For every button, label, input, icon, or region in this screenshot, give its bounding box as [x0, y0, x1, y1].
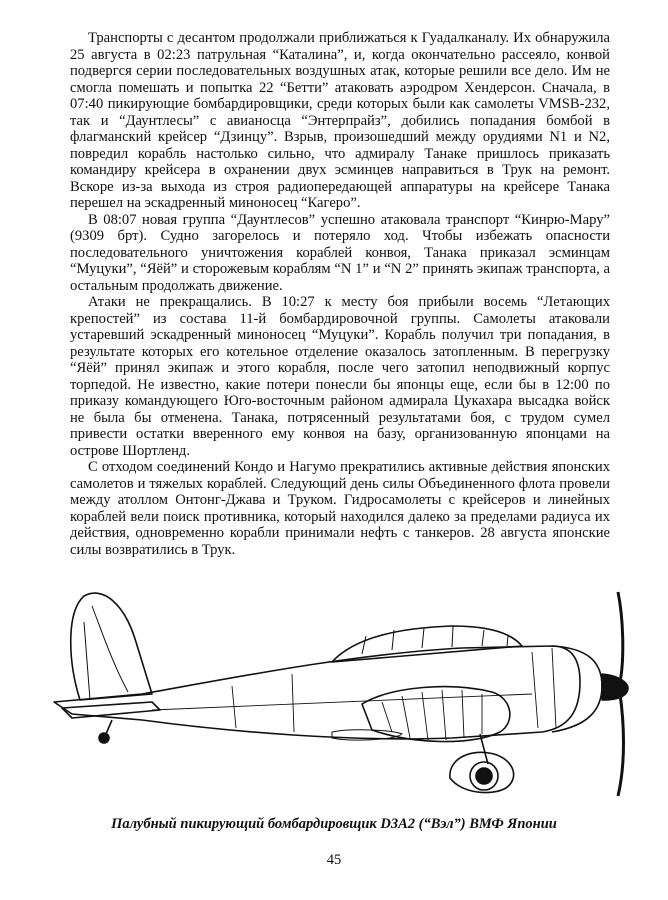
horizontal-stabilizer	[62, 702, 160, 718]
paragraph-3: Атаки не прекращались. В 10:27 к месту боя прибыли восемь “Летающих крепостей” из состава 11-й бомбардировочной группы. Самолеты атаковали устаревший эскадренный миноносец “Муцуки”. Корабль получил три попадания, в результате которых его котельное отделение оказалось затопленным. В перегрузку “Яёй” принял экипаж и этого корабля, после чего затопил неподвижный корпус торпедой. Не известно, какие потери понесли бы японцы еще, если бы в 12:00 по приказу командующего Юго-восточным районом адмирала Цукахара высадка войск не была бы отменена. Танака, потрясенный результатами боя, с трудом сумел привести остатки вверенного ему конвоя на базу, организованную японцами на острове Шортленд.	[70, 294, 610, 459]
paragraph-4: С отходом соединений Кондо и Нагумо прекратились активные действия японских самолетов и тяжелых кораблей. Следующий день силы Объединенного флота провели между атоллом Онтонг-Джава и Труком. Гидросамолеты с крейсеров и линейных кораблей вели поиск противника, который находился далеко за пределами радиуса их действия, одновременно корабли принимали нефть с танкеров. 28 августа японские силы возвратились в Трук.	[70, 459, 610, 558]
page-number: 45	[326, 852, 342, 868]
article-text	[70, 30, 610, 558]
aircraft-drawing-icon	[32, 582, 642, 807]
figure-caption: Палубный пикирующий бомбардировщик D3A2 (“Вэл”) ВМФ Японии	[111, 816, 557, 832]
canopy	[332, 626, 522, 662]
paragraph-2: В 08:07 новая группа “Даунтлесов” успешно атаковала транспорт “Кинрю-Мару” (9309 брт). Судно загорелось и потеряло ход. Чтобы избежать опасности последовательного уничтожения кораблей конвоя, Танака приказал эсминцам “Муцуки”, “Яёй” и сторожевым кораблям “N 1” и “N 2” принять экипаж транспорта, а остальным продолжать движение.	[70, 211, 610, 294]
wing	[362, 687, 510, 742]
paragraph-1: Транспорты с десантом продолжали приближаться к Гуадалканалу. Их обнаружила 25 августа в 02:23 патрульная “Каталина”, и, когда окончательно рассеяло, конвой подвергся серии последовательных воздушных атак, которые решили все дело. Им не смогла помешать и попытка 22 “Бетти” атаковать аэродром Хендерсон. Сначала, в 07:40 пикирующие бомбардировщики, среди которых были как самолеты VMSB-232, так и “Даунтлесы” с авианосца “Энтерпрайз”, добились попадания бомбой в флагманский крейсер “Дзинцу”. Взрыв, произошедший между орудиями N1 и N2, повредил корабль настолько сильно, что адмиралу Танаке пришлось приказать командиру крейсера в охранении двух эсминцев направиться в Трук на ремонт. Вскоре из-за выхода из строя радиопередающей аппаратуры на крейсере Танака перешел на эскадренный миноносец “Кагеро”.	[70, 30, 610, 211]
cowling	[552, 646, 602, 732]
spinner	[602, 674, 628, 700]
tail-fin	[71, 593, 152, 700]
fuselage	[54, 646, 580, 739]
